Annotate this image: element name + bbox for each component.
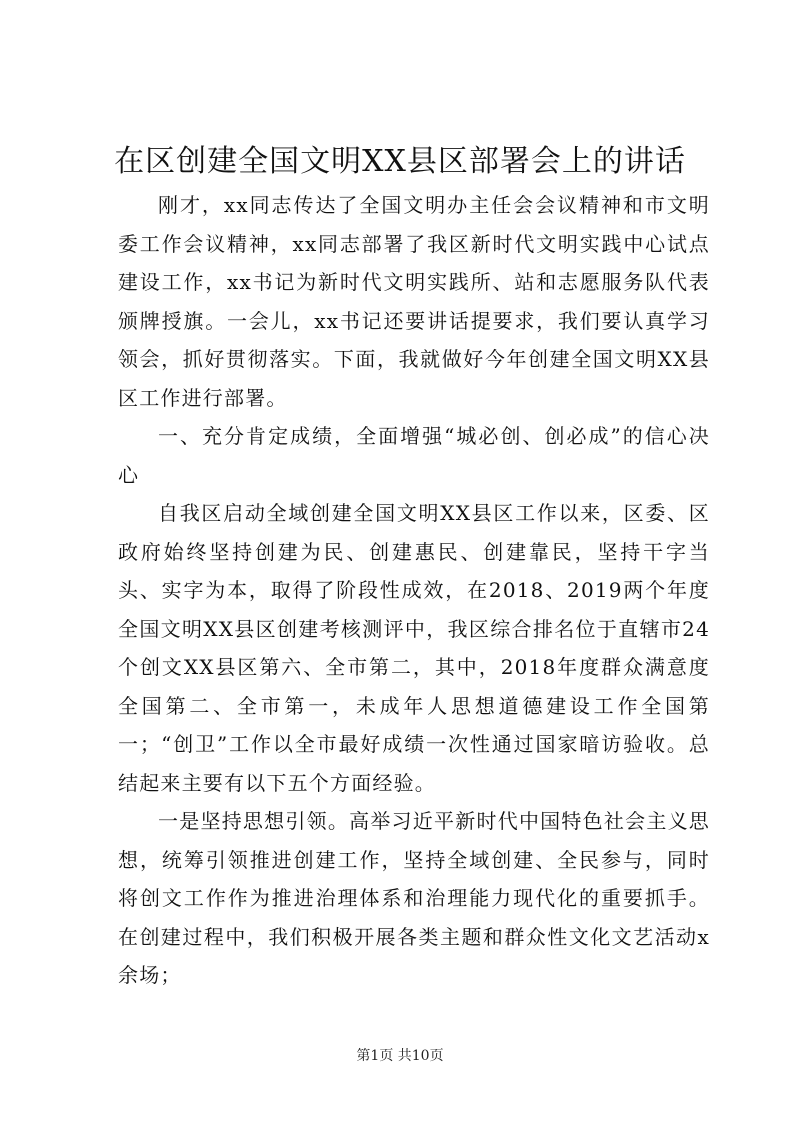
paragraph-achievements: 自我区启动全域创建全国文明XX县区工作以来，区委、区政府始终坚持创建为民、创建惠民、创建靠民，坚持干字当头、实字为本，取得了阶段性成效，在2018、2019两个年度全国文明XX县区创建考核测评中，我区综合排名位于直辖市24个创文XX县区第六、全市第二，其中，2018年度群众满意度全国第二、全市第一，未成年人思想道德建设工作全国第一；“创卫”工作以全市最好成绩一次性通过国家暗访验收。总结起来主要有以下五个方面经验。 bbox=[118, 501, 710, 795]
page-number: 第1页 共10页 bbox=[356, 1048, 444, 1064]
paragraph-intro: 刚才，xx同志传达了全国文明办主任会会议精神和市文明委工作会议精神，xx同志部署了我区新时代文明实践中心试点建设工作，xx书记为新时代文明实践所、站和志愿服务队代表颁牌授旗。一会儿，xx书记还要讲话提要求，我们要认真学习领会，抓好贯彻落实。下面，我就做好今年创建全国文明XX县区工作进行部署。 bbox=[118, 193, 710, 410]
document-title: 在区创建全国文明XX县区部署会上的讲话 bbox=[114, 144, 686, 179]
document-body bbox=[118, 186, 710, 995]
paragraph-experience-1: 一是坚持思想引领。高举习近平新时代中国特色社会主义思想，统筹引领推进创建工作，坚持全域创建、全民参与，同时将创文工作作为推进治理体系和治理能力现代化的重要抓手。在创建过程中，我们积极开展各类主题和群众性文化文艺活动x余场； bbox=[118, 809, 710, 987]
section-heading-1: 一、充分肯定成绩，全面增强“城必创、创必成”的信心决心 bbox=[118, 424, 710, 487]
